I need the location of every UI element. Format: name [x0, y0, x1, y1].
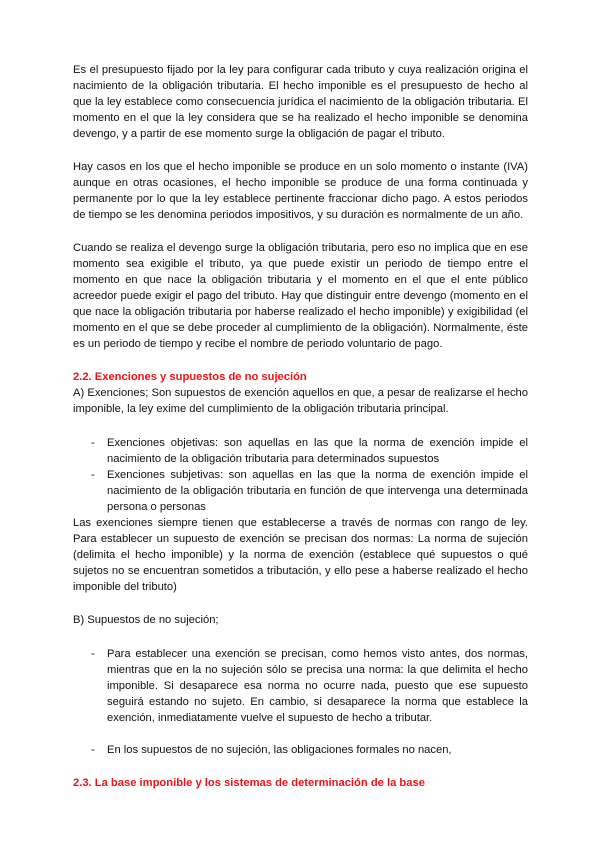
list-item-exenciones-subjetivas: - Exenciones subjetivas: son aquellas en las que la norma de exención impide el nacimiento de la obligación tributaria en función de que intervenga una determinada persona o personas: [107, 467, 528, 515]
section-heading-base-imponible: 2.3. La base imponible y los sistemas de determinación de la base: [73, 777, 425, 789]
no-sujecion-list: [73, 646, 528, 758]
paragraph-devengo: Cuando se realiza el devengo surge la obligación tributaria, pero eso no implica que en ese momento sea exigible el tributo, ya que puede existir un periodo de tiempo entre el momento en que nace la obligación tributaria y el momento en el que el ente público acreedor puede exigir el pago del tributo. Hay que distinguir entre devengo (momento en el que nace la obligación tributaria por haberse realizado el hecho imponible) y exigibilidad (el momento en el que se debe proceder al cumplimiento de la obligación). Normalmente, éste es un periodo de tiempo y recibe el nombre de periodo voluntario de pago.: [73, 242, 528, 350]
paragraph-exenciones-intro: A) Exenciones; Son supuestos de exención aquellos en que, a pesar de realizarse el hecho imponible, la ley exime del cumplimiento de la obligación tributaria principal.: [73, 387, 528, 415]
list-item-no-sujecion-normas: - Para establecer una exención se precisan, como hemos visto antes, dos normas, mientras que en la no sujeción sólo se precisa una norma: la que delimita el hecho imponible. Si desaparece esa norma no ocurre nada, puesto que ese supuesto seguirá estando no sujeto. En cambio, si desaparece la norma que establece la exención, inmediatamente vuelve el supuesto de hecho a tributar.: [107, 646, 528, 726]
list-item-no-sujecion-obligaciones: - En los supuestos de no sujeción, las obligaciones formales no nacen,: [107, 742, 528, 758]
paragraph-periodos-impositivos: Hay casos en los que el hecho imponible se produce en un solo momento o instante (IVA) aunque en otras ocasiones, el hecho imponible se produce de una forma continuada y permanente por lo que la ley establece pertinente fraccionar dicho pago. A estos periodos de tiempo se les denomina periodos impositivos, y su duración es normalmente de un año.: [73, 161, 528, 221]
paragraph-hecho-imponible: Es el presupuesto fijado por la ley para configurar cada tributo y cuya realización origina el nacimiento de la obligación tributaria. El hecho imponible es el presupuesto de hecho al que la ley establece como consecuencia jurídica el nacimiento de la obligación tributaria. El momento en el que la ley considera que se ha realizado el hecho imponible se denomina devengo, y a partir de ese momento surge la obligación de pagar el tributo.: [73, 64, 528, 140]
list-item-exenciones-objetivas: - Exenciones objetivas: son aquellas en las que la norma de exención impide el nacimiento de la obligación tributaria para determinados supuestos: [107, 435, 528, 467]
section-heading-exenciones: 2.2. Exenciones y supuestos de no sujeción: [73, 371, 307, 383]
exenciones-list: [73, 435, 528, 515]
document-page: [73, 62, 528, 791]
paragraph-no-sujecion-title: B) Supuestos de no sujeción;: [73, 614, 219, 626]
paragraph-normas-exencion: Las exenciones siempre tienen que establecerse a través de normas con rango de ley. Para establecer un supuesto de exención se precisan dos normas: La norma de sujeción (delimita el hecho imponible) y la norma de exención (establece qué supuestos o qué sujetos no se encuentran sometidos a tributación, y ello pese a haberse realizado el hecho imponible del tributo): [73, 517, 528, 593]
